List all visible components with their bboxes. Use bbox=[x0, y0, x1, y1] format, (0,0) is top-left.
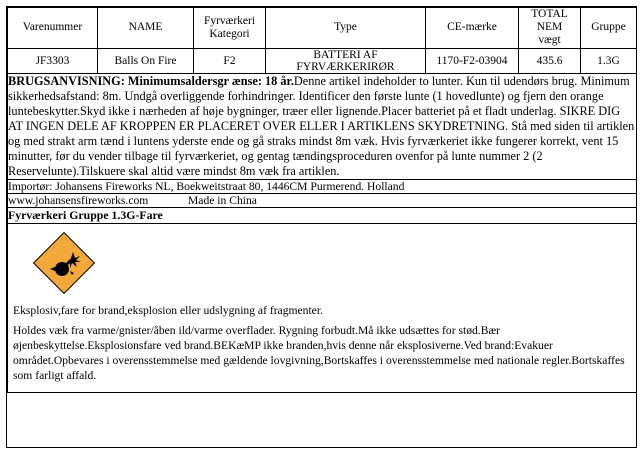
header-gruppe: Gruppe bbox=[581, 8, 637, 49]
instructions-row bbox=[8, 73, 637, 179]
importer-cell: Importør: Johansens Fireworks NL, Boekweitstraat 80, 1446CM Purmerend. Holland bbox=[8, 179, 637, 193]
hazard-line-1: Eksplosiv,fare for brand,eksplosion eller udslygning af fragmenter. bbox=[13, 303, 323, 317]
header-kategori-line2: Kategori bbox=[209, 27, 250, 40]
hazard-line-4: området.Opbevares i overensstemmelse med gældende lovgivning,Bortskaffes i overensstemmelse med nationale regler.Bortskaffes bbox=[13, 354, 625, 368]
cell-name: Balls On Fire bbox=[98, 48, 194, 73]
website-row bbox=[8, 193, 637, 207]
website-url[interactable]: www.johansensfireworks.com bbox=[8, 193, 149, 207]
cell-varenummer: JF3303 bbox=[8, 48, 98, 73]
explosive-diamond-icon bbox=[33, 232, 95, 294]
table-row bbox=[8, 48, 637, 73]
header-nem-line2: vægt bbox=[538, 34, 561, 47]
header-kategori-line1: Fyrværkeri bbox=[203, 14, 256, 27]
hazard-cell bbox=[8, 223, 637, 392]
hazard-statements bbox=[8, 298, 636, 392]
hazard-symbol-wrap bbox=[8, 224, 636, 298]
header-nem-line1: TOTAL NEM bbox=[531, 8, 568, 34]
header-total-nem bbox=[519, 8, 581, 49]
instructions-cell bbox=[8, 73, 637, 179]
cell-kategori: F2 bbox=[194, 48, 266, 73]
hazard-body-row bbox=[8, 223, 637, 392]
exploding-bomb-glyph bbox=[44, 243, 84, 283]
cell-total-nem: 435.6 bbox=[519, 48, 581, 73]
header-varenummer: Varenummer bbox=[8, 8, 98, 49]
header-kategori bbox=[194, 8, 266, 49]
instructions-body: Denne artikel indeholder to lunter. Kun til udendørs brug. Minimum sikkerhedsafstand: 8m. Undgå overliggende forhindringer. Identificer den første lunte (1 hovedlunte) og fjern den orange luntebeskytter.Skyd ikke i nærheden af høje bygninger, træer eller lignende.Placer batteriet på et fladt underlag. SIKRE DIG AT INGEN DELE AF KROPPEN ER PLACERET OVER ELLER I ARTIKLENS SKYDRETNING. Stå med siden til artiklen og med strakt arm tænd i luntens yderste ende og gå straks mindst 8m væk. Hvis fyrværkeriet ikke fungerer korrekt, vent 15 minutter, før du vender tilbage til fyrværkeriet, og gentag tændingsproceduren ovenfor på lunte nummer 2 (2 Reservelunte).Tilskuere skal altid være mindst 8m væk fra artiklen. bbox=[8, 73, 635, 178]
cell-gruppe: 1.3G bbox=[581, 48, 637, 73]
header-ce-maerke: CE-mærke bbox=[426, 8, 519, 49]
header-type: Type bbox=[266, 8, 426, 49]
cell-ce-maerke: 1170-F2-03904 bbox=[426, 48, 519, 73]
product-info-table bbox=[7, 7, 637, 393]
hazard-line-3: øjenbeskyttelse.Eksplosionsfare ved brand.BEKæMP ikke branden,hvis denne når eksplosiverne.Ved brand:Evakuer bbox=[13, 339, 553, 353]
hazard-line-5: som farligt affald. bbox=[13, 368, 97, 382]
website-cell bbox=[8, 193, 637, 207]
importer-row bbox=[8, 179, 637, 193]
hazard-title-row bbox=[8, 207, 637, 223]
origin-text: Made in China bbox=[188, 193, 257, 207]
label-sheet bbox=[6, 6, 637, 448]
hazard-line-2: Holdes væk fra varme/gnister/åben ild/varme overflader. Rygning forbudt.Må ikke udsættes for stød.Bær bbox=[13, 324, 501, 338]
sheet-filler bbox=[7, 393, 636, 447]
table-header-row bbox=[8, 8, 637, 49]
instructions-label: BRUGSANVISNING: Minimumsaldersgr ænse: 18 år. bbox=[8, 73, 294, 88]
hazard-group-title: Fyrværkeri Gruppe 1.3G-Fare bbox=[8, 207, 637, 223]
header-name: NAME bbox=[98, 8, 194, 49]
cell-type: BATTERI AF FYRVÆRKERIRØR bbox=[266, 48, 426, 73]
